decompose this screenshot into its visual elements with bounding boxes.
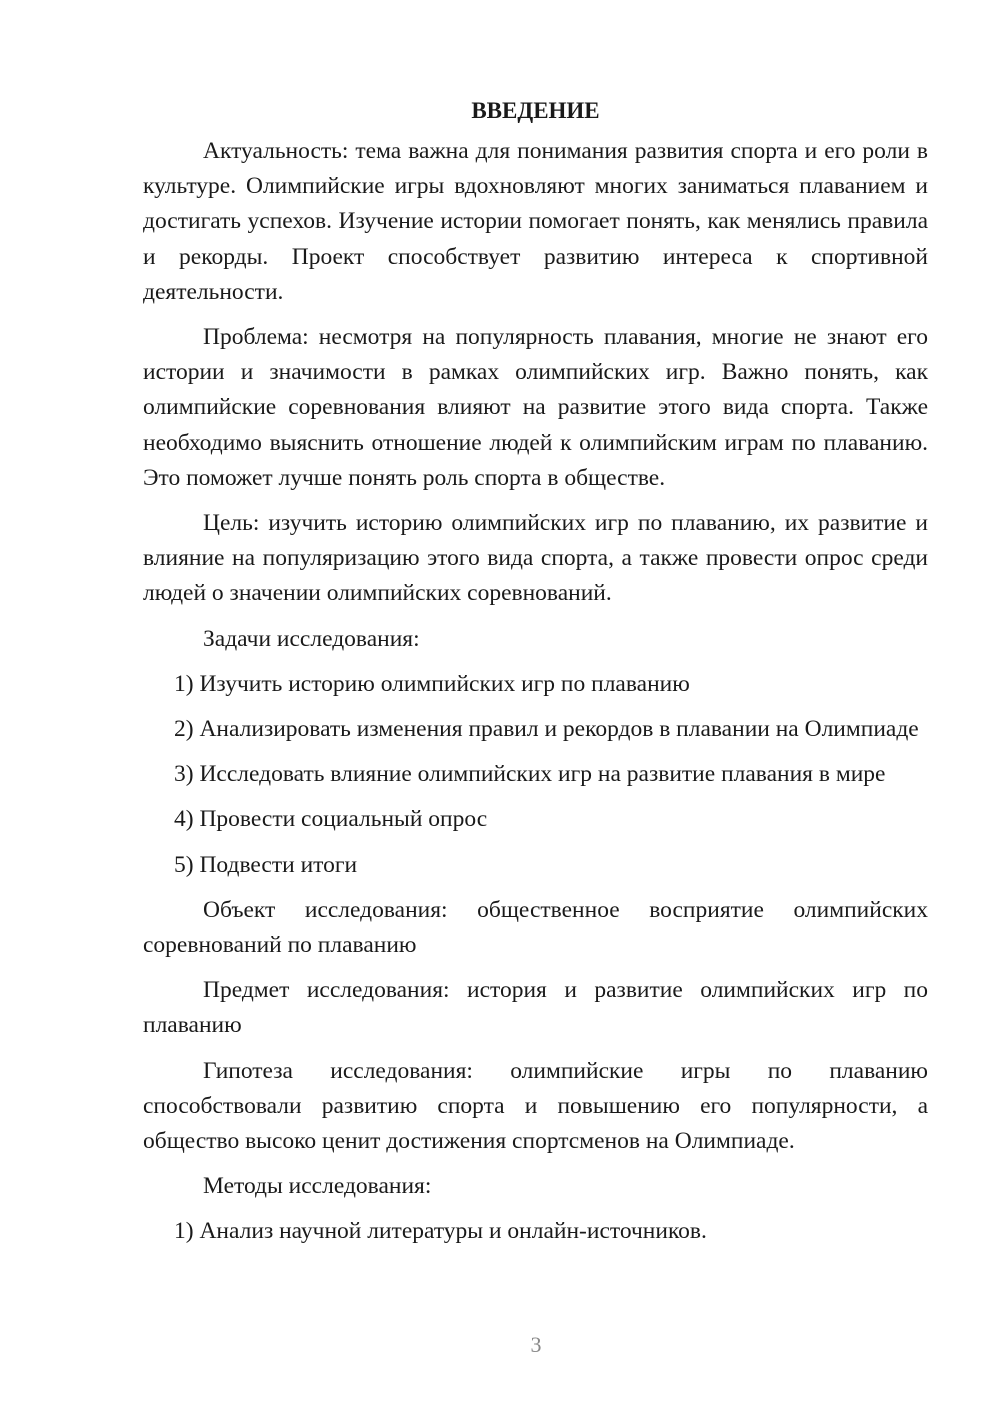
- hypothesis-paragraph: Гипотеза исследования: олимпийские игры по плаванию способствовали развитию спорта и повышению его популярности, а общество высоко ценит достижения спортсменов на Олимпиаде.: [143, 1057, 928, 1155]
- problem-paragraph: Проблема: несмотря на популярность плавания, многие не знают его истории и значимости в рамках олимпийских игр. Важно понять, как олимпийские соревнования влияют на развитие этого вида спорта. Также необходимо выяснить отношение людей к олимпийским играм по плаванию. Это поможет лучше понять роль спорта в обществе.: [143, 324, 928, 491]
- object-paragraph: Объект исследования: общественное восприятие олимпийских соревнований по плаванию: [143, 896, 928, 959]
- tasks-heading: Задачи исследования:: [203, 625, 420, 652]
- task-item: 5) Подвести итоги: [174, 851, 358, 878]
- methods-heading: Методы исследования:: [203, 1173, 432, 1200]
- page-title: ВВЕДЕНИЕ: [471, 98, 600, 123]
- task-item: 3) Исследовать влияние олимпийских игр на развитие плавания в мире: [174, 761, 886, 788]
- document-page: [143, 93, 928, 1260]
- relevance-paragraph: Актуальность: тема важна для понимания развития спорта и его роли в культуре. Олимпийские игры вдохновляют многих заниматься плаванием и достигать успехов. Изучение истории помогает понять, как менялись правила и рекорды. Проект способствует развитию интереса к спортивной деятельности.: [143, 138, 928, 305]
- task-item: 2) Анализировать изменения правил и рекордов в плавании на Олимпиаде: [174, 716, 919, 743]
- method-item: 1) Анализ научной литературы и онлайн-источников.: [174, 1218, 707, 1245]
- task-item: 1) Изучить историю олимпийских игр по плаванию: [174, 670, 690, 697]
- page-number: 3: [530, 1332, 542, 1357]
- task-item: 4) Провести социальный опрос: [174, 806, 488, 833]
- subject-paragraph: Предмет исследования: история и развитие олимпийских игр по плаванию: [143, 977, 928, 1039]
- goal-paragraph: Цель: изучить историю олимпийских игр по плаванию, их развитие и влияние на популяризацию этого вида спорта, а также провести опрос среди людей о значении олимпийских соревнований.: [143, 510, 928, 607]
